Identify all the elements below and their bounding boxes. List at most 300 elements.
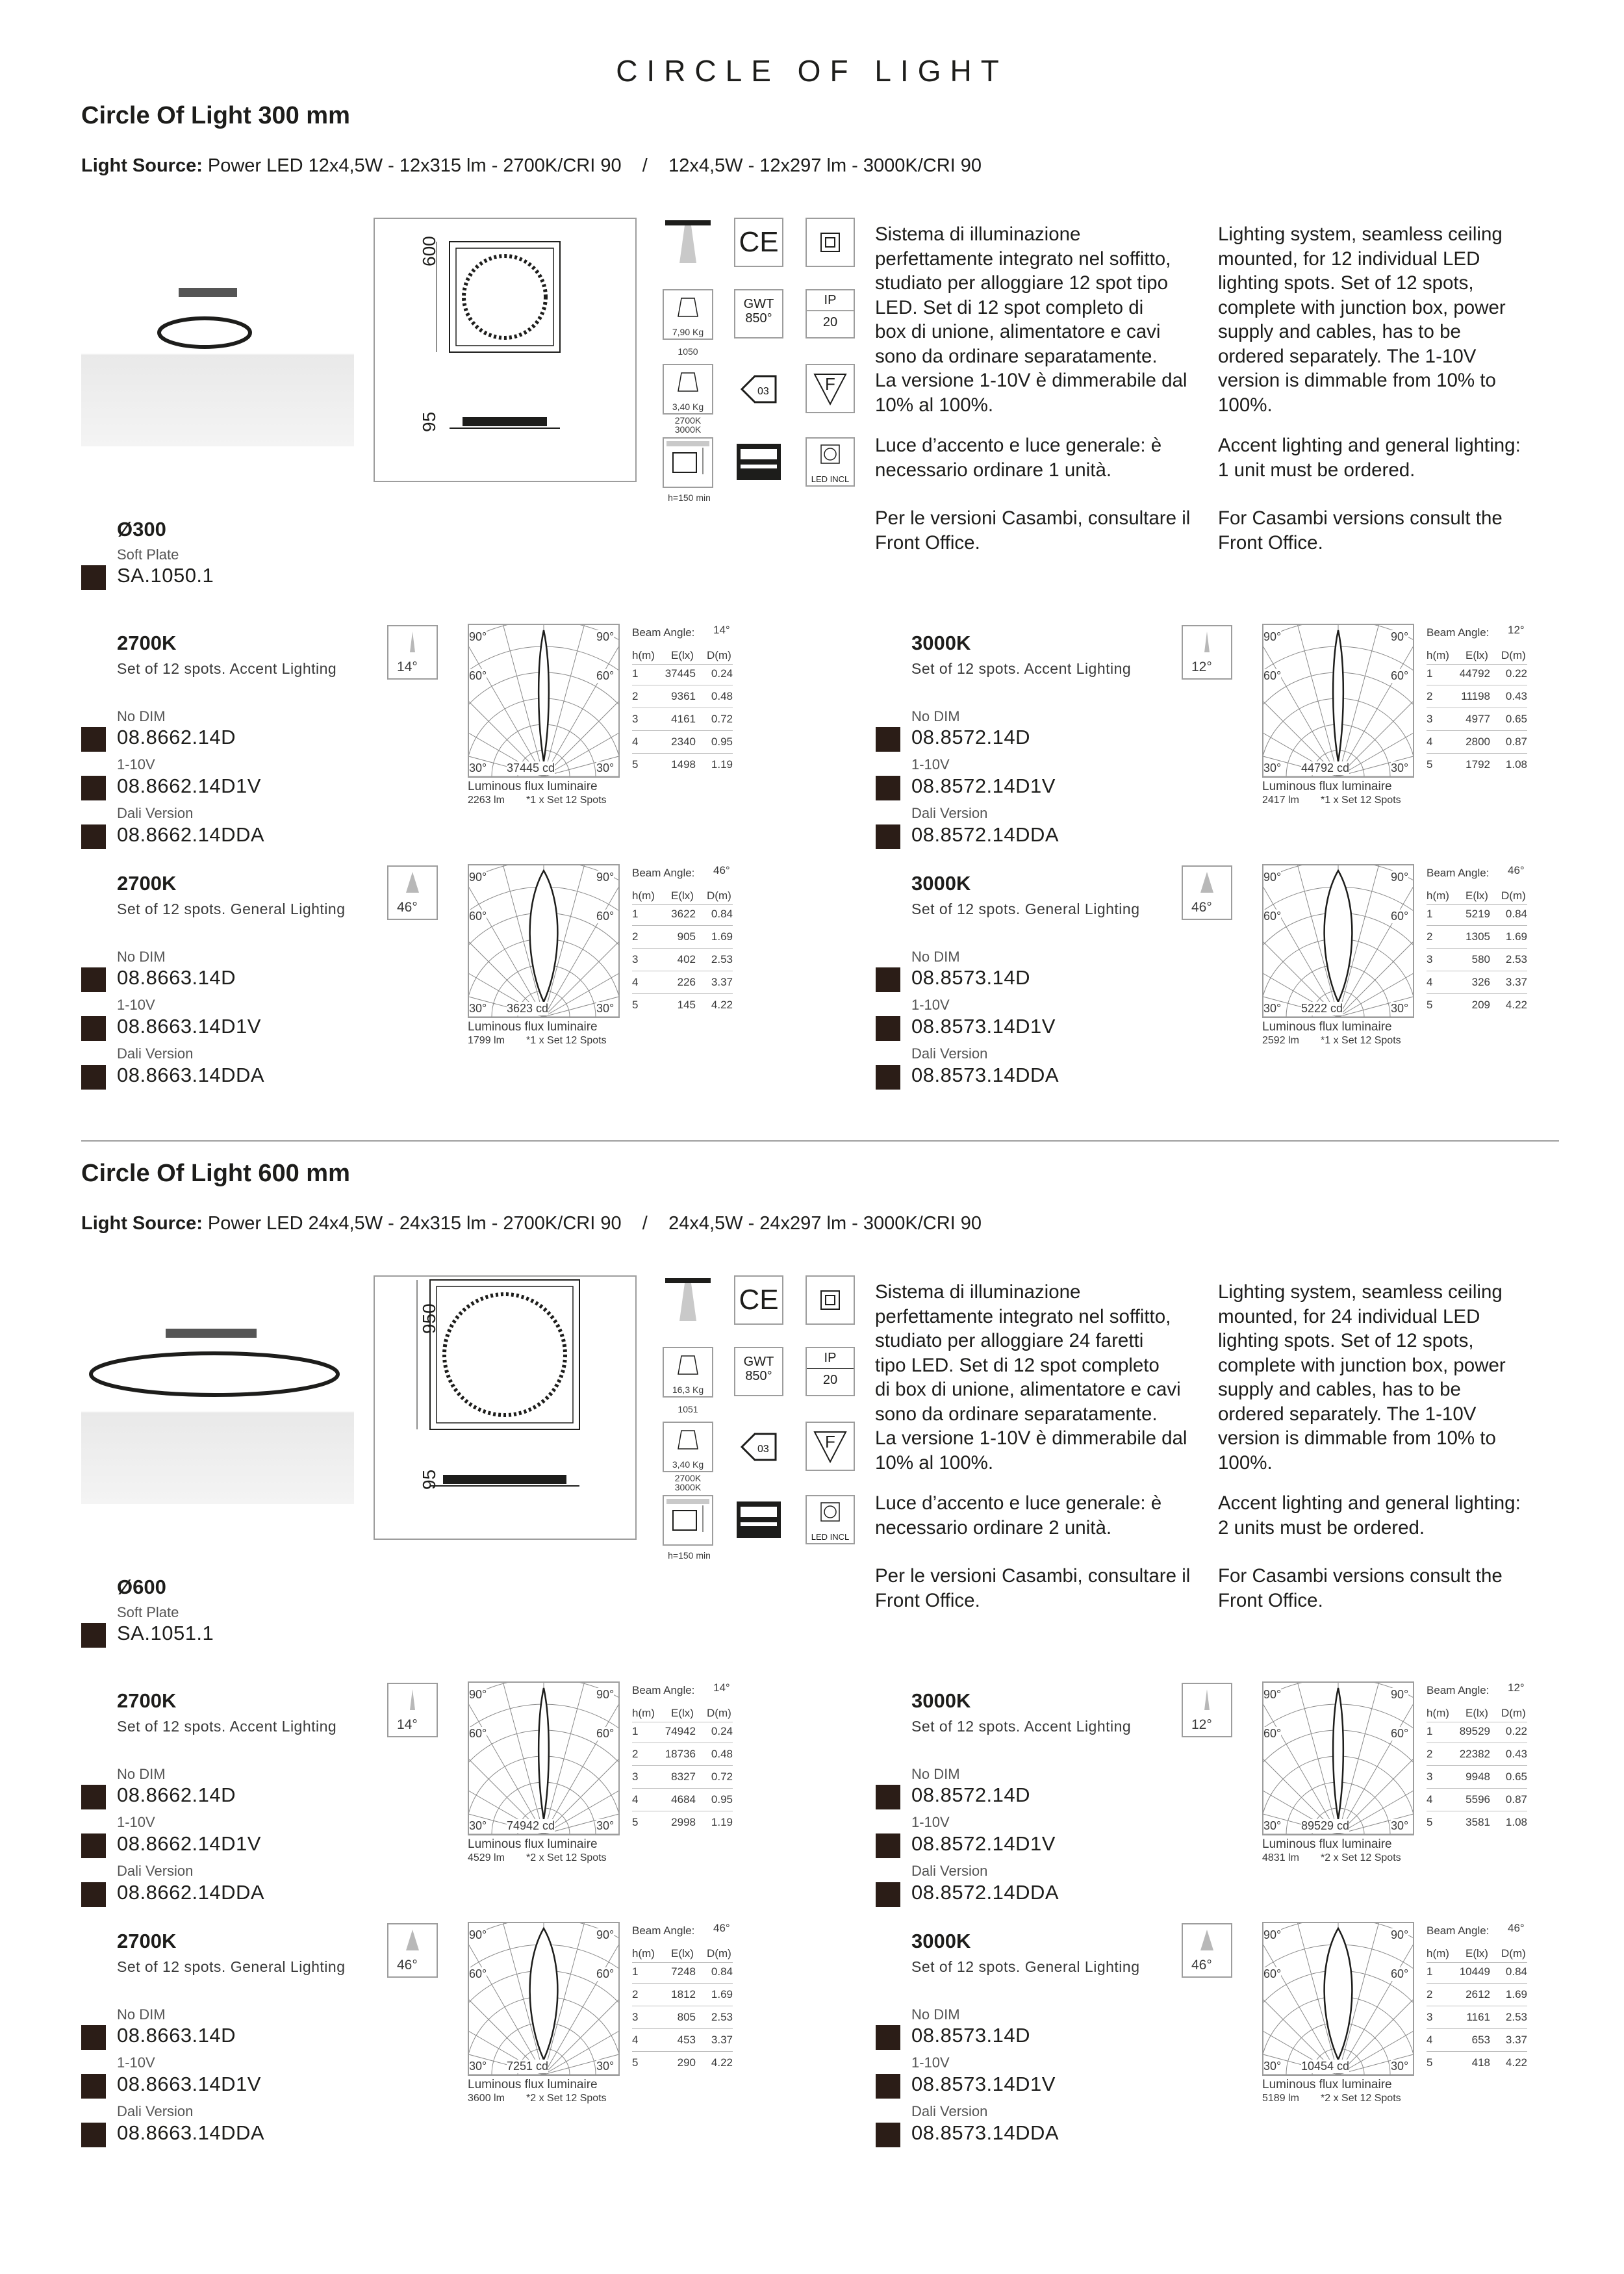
product-code[interactable]: 08.8572.14D xyxy=(911,1783,1031,1806)
product-code[interactable]: 08.8572.14D1V xyxy=(911,1832,1056,1855)
table-cell-e: 4161 xyxy=(671,713,696,725)
table-cell-h: 3 xyxy=(632,1770,639,1783)
table-cell-e: 11198 xyxy=(1461,690,1490,702)
table-cell-e: 2800 xyxy=(1465,735,1490,748)
polar-label-60-left: 60° xyxy=(469,669,487,682)
table-row-rule xyxy=(1427,753,1527,754)
casambi-note-italian: Per le versioni Casambi, consultare il Front Office. xyxy=(875,507,1191,554)
table-cell-e: 9948 xyxy=(1465,1770,1490,1783)
polar-label-30-left: 30° xyxy=(1263,1819,1282,1832)
polar-label-60-left: 60° xyxy=(469,1967,487,1980)
table-cell-h: 2 xyxy=(632,690,639,702)
table-cell-d: 0.43 xyxy=(1505,690,1527,702)
product-code[interactable]: 08.8572.14DDA xyxy=(911,1881,1059,1904)
luminous-flux-label: Luminous flux luminaire xyxy=(468,2078,598,2091)
no-dim-label: No DIM xyxy=(911,2006,960,2023)
ip-rating-icon xyxy=(806,289,855,339)
col-e: E(lx) xyxy=(671,1947,694,1960)
product-photo xyxy=(81,1329,354,1504)
table-cell-h: 4 xyxy=(632,1793,639,1806)
polar-label-60-right: 60° xyxy=(596,1727,615,1740)
dali-version-label: Dali Version xyxy=(911,805,988,821)
polar-label-60-left: 60° xyxy=(1263,910,1282,923)
variant-cct-title: 2700K xyxy=(117,632,177,654)
glow-wire-text: GWT 850° xyxy=(743,297,774,326)
peak-intensity: 5222 cd xyxy=(1301,1002,1343,1015)
table-cell-d: 2.53 xyxy=(711,953,733,965)
table-row-rule xyxy=(632,1788,733,1789)
color-swatch xyxy=(876,2025,900,2050)
variant-cct-title: 3000K xyxy=(911,632,971,654)
product-code[interactable]: 08.8573.14DDA xyxy=(911,2121,1059,2144)
table-cell-d: 1.69 xyxy=(711,1988,733,2000)
no-dim-label: No DIM xyxy=(117,2006,166,2023)
flux-note: *2 x Set 12 Spots xyxy=(1321,1852,1401,1863)
product-code[interactable]: 08.8662.14D1V xyxy=(117,1832,261,1855)
flux-note: *1 x Set 12 Spots xyxy=(1321,795,1401,806)
finish-label: Soft Plate xyxy=(117,1604,179,1620)
dali-version-label: Dali Version xyxy=(911,1045,988,1062)
color-swatch xyxy=(876,776,900,800)
table-cell-e: 290 xyxy=(677,2056,696,2069)
beam-angle-caption: Beam Angle: xyxy=(632,1684,695,1696)
table-cell-d: 0.65 xyxy=(1505,713,1527,725)
polar-label-90-right: 90° xyxy=(1391,1928,1409,1941)
color-swatch xyxy=(81,1065,106,1090)
polar-diagram xyxy=(468,1681,620,1835)
product-code[interactable]: 08.8662.14D xyxy=(117,1783,236,1806)
table-cell-d: 1.19 xyxy=(711,758,733,771)
ip-value: 20 xyxy=(822,315,838,329)
dim-1-10v-label: 1-10V xyxy=(117,997,155,1013)
cct-small: 2700K 3000K xyxy=(674,415,702,435)
product-code[interactable]: 08.8662.14D xyxy=(117,726,236,748)
polar-label-60-right: 60° xyxy=(596,669,615,682)
color-swatch xyxy=(81,727,106,752)
variant-description: Set of 12 spots. Accent Lighting xyxy=(911,1718,1132,1735)
table-cell-h: 3 xyxy=(1427,713,1433,725)
table-cell-d: 0.87 xyxy=(1505,1793,1527,1806)
flux-note: *2 x Set 12 Spots xyxy=(1321,2093,1401,2104)
table-cell-e: 4977 xyxy=(1465,713,1490,725)
product-code[interactable]: 08.8572.14D xyxy=(911,726,1031,748)
variant-description: Set of 12 spots. Accent Lighting xyxy=(117,1718,337,1735)
table-header-rule xyxy=(632,1962,733,1963)
table-cell-d: 2.53 xyxy=(711,2011,733,2023)
table-cell-d: 0.95 xyxy=(711,735,733,748)
ip-rating-icon xyxy=(806,1347,855,1396)
table-row-rule xyxy=(1427,925,1527,926)
table-row-rule xyxy=(632,730,733,731)
product-code[interactable]: 08.8573.14D1V xyxy=(911,2073,1056,2095)
beam-angle-caption: Beam Angle: xyxy=(1427,626,1490,639)
col-d: D(m) xyxy=(707,649,731,661)
table-cell-d: 0.95 xyxy=(711,1793,733,1806)
peak-intensity: 3623 cd xyxy=(507,1002,549,1015)
beam-angle-value: 12° xyxy=(1508,624,1525,636)
table-cell-d: 1.69 xyxy=(711,930,733,943)
beam-angle-caption: Beam Angle: xyxy=(632,626,695,639)
light-source-label: Light Source: xyxy=(81,1213,203,1234)
product-code[interactable]: 08.8573.14D1V xyxy=(911,1015,1056,1038)
beam-angle-label: 46° xyxy=(1191,900,1212,915)
downlight-icon xyxy=(663,1275,713,1326)
col-e: E(lx) xyxy=(1465,889,1488,902)
table-row-rule xyxy=(1427,1765,1527,1766)
col-e: E(lx) xyxy=(671,889,694,902)
beam-angle-value: 12° xyxy=(1508,1681,1525,1694)
beam-angle-caption: Beam Angle: xyxy=(632,867,695,879)
table-cell-e: 2340 xyxy=(671,735,696,748)
col-h: h(m) xyxy=(1427,649,1449,661)
table-cell-h: 1 xyxy=(1427,1725,1433,1737)
color-swatch xyxy=(81,824,106,849)
table-cell-e: 44792 xyxy=(1459,667,1490,680)
table-cell-e: 805 xyxy=(677,2011,696,2023)
peak-intensity: 37445 cd xyxy=(507,761,555,774)
product-code[interactable]: 08.8663.14D1V xyxy=(117,2073,261,2095)
model-number-small: 1051 xyxy=(678,1404,698,1414)
luminous-flux-label: Luminous flux luminaire xyxy=(468,780,598,793)
casambi-note-english: For Casambi versions consult the Front Office. xyxy=(1218,507,1503,554)
col-d: D(m) xyxy=(707,1707,731,1719)
weight-value: 16,3 Kg xyxy=(672,1385,704,1395)
table-cell-h: 5 xyxy=(632,999,639,1011)
product-code[interactable]: 08.8572.14D1V xyxy=(911,774,1056,797)
polar-diagram xyxy=(468,624,620,778)
table-cell-d: 4.22 xyxy=(1505,2056,1527,2069)
dim-1-10v-label: 1-10V xyxy=(911,756,950,773)
beam-angle-caption: Beam Angle: xyxy=(1427,1924,1490,1937)
polar-label-90-left: 90° xyxy=(1263,871,1282,884)
table-row-rule xyxy=(1427,993,1527,994)
polar-label-90-left: 90° xyxy=(1263,1688,1282,1701)
width-dimension: 600 xyxy=(419,236,439,266)
table-cell-e: 2612 xyxy=(1465,1988,1490,2000)
table-cell-e: 653 xyxy=(1471,2034,1490,2046)
svg-text:03: 03 xyxy=(757,386,769,397)
color-swatch xyxy=(81,1785,106,1809)
col-d: D(m) xyxy=(1501,1707,1526,1719)
product-code[interactable]: 08.8573.14DDA xyxy=(911,1064,1059,1086)
peak-intensity: 10454 cd xyxy=(1301,2060,1350,2073)
variant-description: Set of 12 spots. General Lighting xyxy=(911,901,1140,917)
luminous-flux-label: Luminous flux luminaire xyxy=(1262,1837,1392,1851)
table-cell-h: 1 xyxy=(1427,1965,1433,1978)
height-dimension: 95 xyxy=(419,1469,439,1490)
product-code[interactable]: 08.8662.14DDA xyxy=(117,823,265,846)
col-e: E(lx) xyxy=(1465,649,1488,661)
ip-label: IP xyxy=(807,1348,854,1369)
polar-label-30-left: 30° xyxy=(469,761,487,774)
luminous-flux-value: 5189 lm xyxy=(1262,2093,1299,2104)
table-cell-e: 580 xyxy=(1471,953,1490,965)
table-cell-h: 3 xyxy=(632,953,639,965)
table-cell-d: 1.08 xyxy=(1505,758,1527,771)
peak-intensity: 74942 cd xyxy=(507,1819,555,1832)
glow-wire-icon xyxy=(734,1347,783,1396)
ip-label: IP xyxy=(807,290,854,311)
led-included-text: LED INCL xyxy=(811,474,850,484)
variant-cct-title: 3000K xyxy=(911,872,971,895)
description-english: Lighting system, seamless ceiling mounted, for 12 individual LED lighting spots. Set of 12 spots, complete with junction box, power supply and cables, has to be ordered separately. The 1-10V version is dimmable from 10% to 100%. xyxy=(1218,224,1506,416)
recess-height-icon xyxy=(663,1495,713,1546)
accent-note-italian: Luce d’accento e luce generale: è necessario ordinare 1 unità. xyxy=(875,435,1162,481)
table-cell-e: 1812 xyxy=(671,1988,696,2000)
flux-note: *1 x Set 12 Spots xyxy=(526,1035,607,1046)
table-cell-h: 5 xyxy=(1427,999,1433,1011)
table-cell-d: 1.69 xyxy=(1505,930,1527,943)
color-swatch xyxy=(81,967,106,992)
dali-version-label: Dali Version xyxy=(117,2103,194,2119)
luminous-flux-value: 4831 lm xyxy=(1262,1852,1299,1863)
light-source-line xyxy=(81,1213,982,1234)
col-e: E(lx) xyxy=(671,1707,694,1719)
color-swatch xyxy=(876,1882,900,1907)
table-row-rule xyxy=(632,925,733,926)
col-e: E(lx) xyxy=(1465,1947,1488,1960)
table-cell-h: 2 xyxy=(1427,1988,1433,2000)
table-cell-h: 3 xyxy=(1427,2011,1433,2023)
class-ii-icon xyxy=(806,1275,855,1325)
class-ii-icon xyxy=(806,218,855,267)
beam-angle-value: 46° xyxy=(1508,864,1525,876)
ce-mark-icon xyxy=(734,218,783,267)
polar-diagram xyxy=(468,864,620,1018)
luminous-flux-label: Luminous flux luminaire xyxy=(468,1020,598,1034)
weight-value: 7,90 Kg xyxy=(672,327,704,337)
polar-label-30-right: 30° xyxy=(596,1002,615,1015)
variant-cct-title: 2700K xyxy=(117,872,177,895)
product-code[interactable]: 08.8662.14DDA xyxy=(117,1881,265,1904)
model-diameter: Ø300 xyxy=(117,518,166,541)
color-swatch xyxy=(81,565,106,590)
no-dim-label: No DIM xyxy=(117,708,166,724)
color-swatch xyxy=(81,2074,106,2099)
table-cell-d: 4.22 xyxy=(711,999,733,1011)
driver-weight-value: 3,40 Kg xyxy=(672,402,704,412)
table-header-rule xyxy=(1427,664,1527,665)
table-cell-e: 2998 xyxy=(671,1816,696,1828)
table-row-rule xyxy=(632,1983,733,1984)
table-cell-h: 1 xyxy=(632,908,639,920)
table-cell-e: 5219 xyxy=(1465,908,1490,920)
product-code[interactable]: 08.8662.14D1V xyxy=(117,774,261,797)
table-cell-h: 2 xyxy=(632,1748,639,1760)
model-number-small: 1050 xyxy=(678,346,698,357)
polar-label-90-left: 90° xyxy=(469,871,487,884)
beam-angle-label: 46° xyxy=(397,1958,418,1973)
beam-angle-caption: Beam Angle: xyxy=(632,1924,695,1937)
table-cell-e: 905 xyxy=(677,930,696,943)
table-cell-h: 5 xyxy=(632,2056,639,2069)
dali-version-label: Dali Version xyxy=(117,1863,194,1879)
table-cell-h: 1 xyxy=(632,667,639,680)
variant-cct-title: 2700K xyxy=(117,1689,177,1712)
polar-label-60-right: 60° xyxy=(1391,1727,1409,1740)
table-row-rule xyxy=(1427,1983,1527,1984)
table-cell-h: 4 xyxy=(632,2034,639,2046)
table-cell-d: 0.65 xyxy=(1505,1770,1527,1783)
polar-label-90-right: 90° xyxy=(1391,1688,1409,1701)
polar-label-90-left: 90° xyxy=(469,630,487,643)
polar-label-30-right: 30° xyxy=(1391,1002,1409,1015)
col-h: h(m) xyxy=(632,649,655,661)
polar-label-30-left: 30° xyxy=(469,1819,487,1832)
table-cell-d: 0.48 xyxy=(711,1748,733,1760)
section-title: Circle Of Light 300 mm xyxy=(81,102,350,129)
variant-description: Set of 12 spots. Accent Lighting xyxy=(911,660,1132,677)
height-dimension: 95 xyxy=(419,411,439,432)
table-cell-d: 4.22 xyxy=(1505,999,1527,1011)
color-swatch xyxy=(876,2123,900,2147)
col-h: h(m) xyxy=(1427,889,1449,902)
polar-label-90-right: 90° xyxy=(596,1688,615,1701)
product-code[interactable]: 08.8572.14DDA xyxy=(911,823,1059,846)
polar-diagram xyxy=(1262,1922,1414,2076)
downlight-icon xyxy=(663,218,713,268)
table-cell-e: 418 xyxy=(1471,2056,1490,2069)
beam-angle-label: 12° xyxy=(1191,659,1212,674)
product-code[interactable]: 08.8573.14D xyxy=(911,966,1031,989)
finish-label: Soft Plate xyxy=(117,546,179,563)
polar-label-60-left: 60° xyxy=(1263,669,1282,682)
polar-label-30-right: 30° xyxy=(596,761,615,774)
table-cell-h: 1 xyxy=(632,1965,639,1978)
color-swatch xyxy=(876,1016,900,1041)
variant-description: Set of 12 spots. General Lighting xyxy=(911,1958,1140,1975)
color-swatch xyxy=(81,2123,106,2147)
col-d: D(m) xyxy=(1501,1947,1526,1960)
light-source-text: Power LED 12x4,5W - 12x315 lm - 2700K/CRI 90 / 12x4,5W - 12x297 lm - 3000K/CRI 90 xyxy=(207,155,982,176)
polar-label-30-right: 30° xyxy=(1391,1819,1409,1832)
table-cell-e: 1305 xyxy=(1465,930,1490,943)
table-cell-e: 145 xyxy=(677,999,696,1011)
description-italian: Sistema di illuminazione perfettamente integrato nel soffitto, studiato per alloggiare 24 faretti tipo LED. Set di 12 spot completo di box di unione, alimentatore e cavi sono da ordinare separatamente. La versione 1-10V è dimmerabile dal 10% al 100%. xyxy=(875,1281,1187,1474)
table-cell-d: 0.84 xyxy=(711,908,733,920)
beam-angle-caption: Beam Angle: xyxy=(1427,1684,1490,1696)
flux-note: *2 x Set 12 Spots xyxy=(526,2093,607,2104)
base-product-code[interactable]: SA.1051.1 xyxy=(117,1622,214,1644)
base-product-code[interactable]: SA.1050.1 xyxy=(117,564,214,587)
table-cell-e: 89529 xyxy=(1459,1725,1490,1737)
polar-label-90-right: 90° xyxy=(1391,630,1409,643)
color-swatch xyxy=(81,1623,106,1648)
polar-label-60-right: 60° xyxy=(1391,1967,1409,1980)
table-cell-h: 4 xyxy=(632,976,639,988)
variant-description: Set of 12 spots. Accent Lighting xyxy=(117,660,337,677)
table-cell-d: 1.19 xyxy=(711,1816,733,1828)
ce-mark-text: CE xyxy=(739,1284,779,1316)
table-cell-h: 1 xyxy=(1427,667,1433,680)
luminous-flux-label: Luminous flux luminaire xyxy=(1262,2078,1392,2091)
polar-label-60-left: 60° xyxy=(1263,1967,1282,1980)
polar-label-30-left: 30° xyxy=(469,2060,487,2073)
luminous-flux-label: Luminous flux luminaire xyxy=(468,1837,598,1851)
product-code[interactable]: 08.8663.14D xyxy=(117,2024,236,2047)
dim-1-10v-label: 1-10V xyxy=(117,1814,155,1830)
ip-value: 20 xyxy=(822,1373,838,1387)
section-divider xyxy=(81,1140,1559,1142)
product-code[interactable]: 08.8663.14DDA xyxy=(117,2121,265,2144)
table-cell-e: 74942 xyxy=(665,1725,696,1737)
iecee-cb-scheme-icon xyxy=(734,1495,783,1544)
color-swatch xyxy=(81,1882,106,1907)
table-cell-e: 10449 xyxy=(1459,1965,1490,1978)
color-swatch xyxy=(81,1016,106,1041)
product-code[interactable]: 08.8573.14D xyxy=(911,2024,1031,2047)
product-code[interactable]: 08.8663.14D xyxy=(117,966,236,989)
recess-height-min: h=150 min xyxy=(668,1550,711,1561)
table-cell-d: 3.37 xyxy=(1505,2034,1527,2046)
table-cell-d: 0.84 xyxy=(1505,908,1527,920)
variant-cct-title: 2700K xyxy=(117,1930,177,1952)
product-code[interactable]: 08.8663.14DDA xyxy=(117,1064,265,1086)
table-cell-h: 3 xyxy=(632,2011,639,2023)
table-row-rule xyxy=(1427,948,1527,949)
f-mark-text: F xyxy=(825,374,835,394)
light-source-line xyxy=(81,155,982,177)
table-cell-e: 4684 xyxy=(671,1793,696,1806)
product-code[interactable]: 08.8663.14D1V xyxy=(117,1015,261,1038)
beam-angle-value: 46° xyxy=(713,864,730,876)
polar-label-90-left: 90° xyxy=(469,1688,487,1701)
polar-label-60-right: 60° xyxy=(1391,910,1409,923)
table-row-rule xyxy=(632,2051,733,2052)
col-h: h(m) xyxy=(1427,1707,1449,1719)
polar-label-60-right: 60° xyxy=(596,1967,615,1980)
table-cell-h: 2 xyxy=(1427,1748,1433,1760)
polar-label-30-right: 30° xyxy=(596,2060,615,2073)
table-cell-d: 3.37 xyxy=(711,976,733,988)
table-cell-d: 1.08 xyxy=(1505,1816,1527,1828)
table-cell-d: 2.53 xyxy=(1505,2011,1527,2023)
table-cell-h: 4 xyxy=(1427,976,1433,988)
polar-label-60-left: 60° xyxy=(469,1727,487,1740)
luminous-flux-value: 2263 lm xyxy=(468,795,505,806)
table-header-rule xyxy=(1427,904,1527,905)
dali-version-label: Dali Version xyxy=(911,2103,988,2119)
beam-angle-label: 14° xyxy=(397,659,418,674)
polar-label-60-left: 60° xyxy=(1263,1727,1282,1740)
table-cell-d: 0.72 xyxy=(711,1770,733,1783)
led-included-icon xyxy=(806,437,855,487)
table-cell-d: 0.84 xyxy=(1505,1965,1527,1978)
table-cell-h: 4 xyxy=(1427,2034,1433,2046)
polar-label-30-left: 30° xyxy=(1263,1002,1282,1015)
polar-diagram xyxy=(468,1922,620,2076)
table-cell-h: 3 xyxy=(632,713,639,725)
col-d: D(m) xyxy=(707,1947,731,1960)
color-swatch xyxy=(876,824,900,849)
table-cell-h: 5 xyxy=(632,1816,639,1828)
table-cell-e: 22382 xyxy=(1459,1748,1490,1760)
dim-1-10v-label: 1-10V xyxy=(911,1814,950,1830)
table-cell-d: 0.48 xyxy=(711,690,733,702)
table-cell-h: 5 xyxy=(1427,2056,1433,2069)
polar-label-60-left: 60° xyxy=(469,910,487,923)
col-h: h(m) xyxy=(632,1707,655,1719)
beam-angle-value: 46° xyxy=(713,1922,730,1934)
polar-label-30-left: 30° xyxy=(1263,2060,1282,2073)
accent-note-italian: Luce d’accento e luce generale: è necessario ordinare 2 unità. xyxy=(875,1492,1162,1539)
table-cell-h: 5 xyxy=(632,758,639,771)
ce-mark-text: CE xyxy=(739,226,779,258)
beam-angle-label: 12° xyxy=(1191,1717,1212,1732)
led-included-text: LED INCL xyxy=(811,1532,850,1542)
table-cell-e: 3581 xyxy=(1465,1816,1490,1828)
color-swatch xyxy=(876,1785,900,1809)
